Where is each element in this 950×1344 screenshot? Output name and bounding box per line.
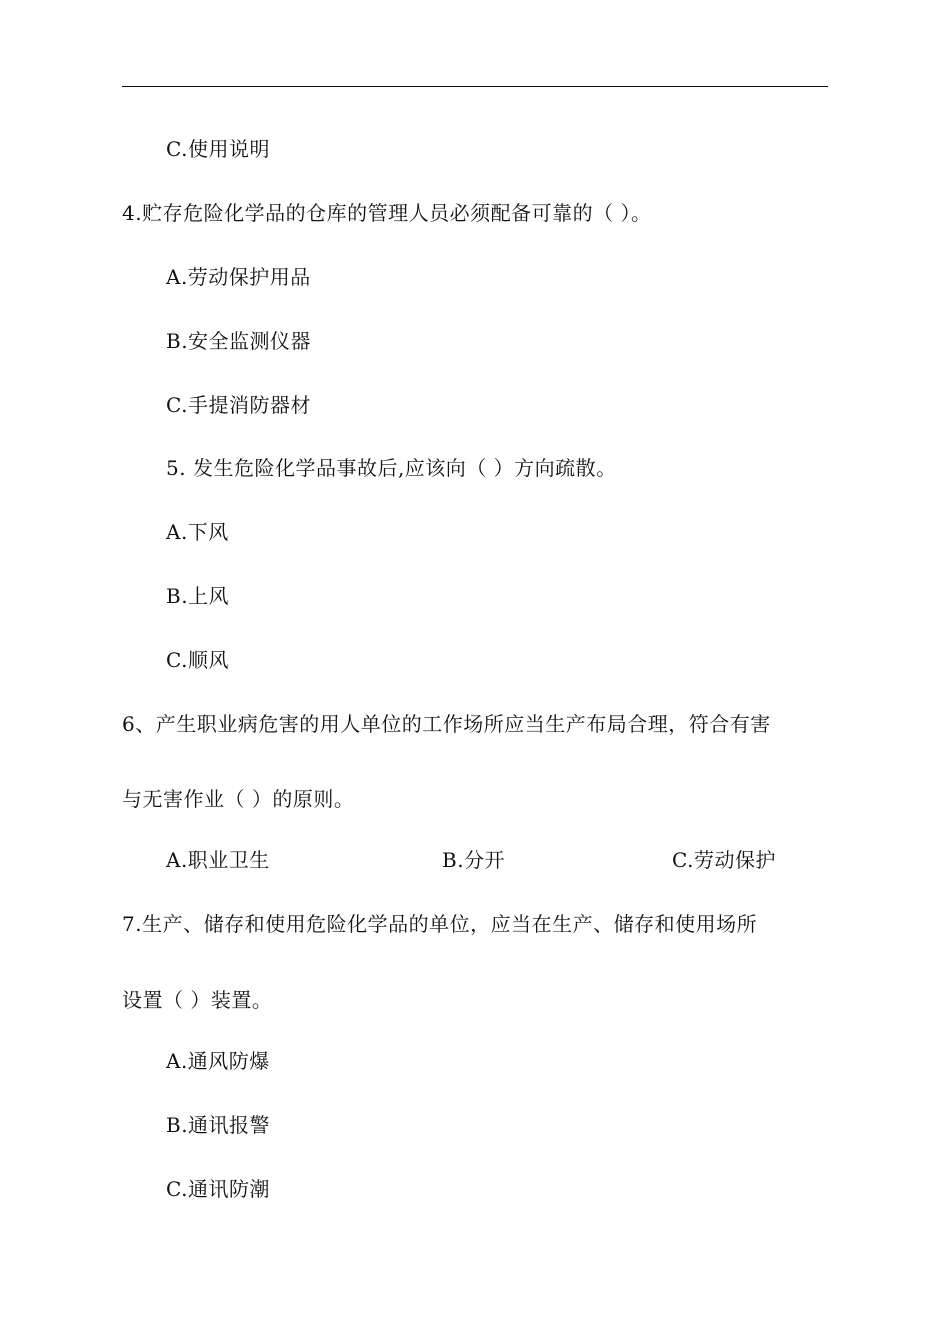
q4-option-c: C.手提消防器材 (166, 393, 311, 417)
q7-option-a: A.通风防爆 (166, 1049, 270, 1073)
q6-option-c: C.劳动保护 (672, 848, 776, 872)
question-7: 7.生产、储存和使用危险化学品的单位，应当在生产、储存和使用场所 (122, 912, 758, 936)
q5-option-b: B.上风 (166, 584, 230, 608)
q3-option-c: C.使用说明 (166, 137, 270, 161)
question-4: 4.贮存危险化学品的仓库的管理人员必须配备可靠的（ ）。 (122, 201, 652, 225)
question-7-continued: 设置（ ）装置。 (122, 988, 273, 1012)
q5-option-c: C.顺风 (166, 648, 229, 672)
question-6: 6、产生职业病危害的用人单位的工作场所应当生产布局合理，符合有害 (122, 712, 771, 736)
q5-option-a: A.下风 (166, 520, 229, 544)
q7-option-b: B.通讯报警 (166, 1113, 271, 1137)
q7-option-c: C.通讯防潮 (166, 1177, 270, 1201)
question-5: 5. 发生危险化学品事故后,应该向（ ）方向疏散。 (166, 456, 617, 480)
question-6-continued: 与无害作业（ ）的原则。 (122, 787, 355, 811)
header-rule (122, 86, 828, 87)
q6-option-b: B.分开 (442, 848, 506, 872)
q4-option-b: B.安全监测仪器 (166, 329, 312, 353)
q4-option-a: A.劳动保护用品 (166, 265, 311, 289)
q6-option-a: A.职业卫生 (166, 848, 270, 872)
